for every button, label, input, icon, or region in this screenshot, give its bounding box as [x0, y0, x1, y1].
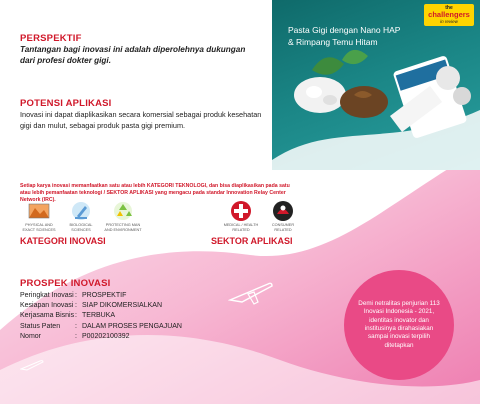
- challengers-logo: [424, 4, 474, 26]
- disclaimer-text: Setiap karya inovasi memanfaatkan satu atau lebih KATEGORI TEKNOLOGI, dan bisa diaplikasikan pada satu atau lebih pemanfaatan teknologi / SEKTOR APLIKASI yang mengacu pada standar Innovation Relay Center Network (IRC).: [20, 183, 290, 203]
- kategori-icon-item: [20, 200, 58, 232]
- prospek-key: Status Paten: [20, 322, 61, 330]
- prospek-separator: :: [75, 322, 77, 330]
- sektor-icon-item: [264, 200, 302, 232]
- prospek-value: PROSPEKTIF: [82, 292, 127, 299]
- product-title: [288, 24, 400, 48]
- product-image: [272, 0, 480, 170]
- prospek-value: P00202100392: [82, 332, 130, 340]
- sektor-icon-item: [222, 200, 260, 232]
- prospek-value: DALAM PROSES PENGAJUAN: [82, 322, 182, 330]
- sektor-title: SEKTOR APLIKASI: [211, 236, 293, 246]
- prospek-value: SIAP DIKOMERSIALKAN: [82, 302, 163, 310]
- product-title-line1: Pasta Gigi dengan Nano HAP: [288, 25, 401, 35]
- confidentiality-note: [344, 270, 454, 380]
- prospek-separator: :: [75, 302, 77, 310]
- recycle-icon: [110, 200, 136, 222]
- kategori-label: PHYSICAL AND EXACT SCIENCES: [22, 223, 56, 232]
- prospek-separator: :: [75, 332, 77, 340]
- sektor-icons: [222, 200, 302, 232]
- kategori-label: BIOLOGICAL SCIENCES: [69, 223, 93, 232]
- perspektif-text: Tantangan bagi inovasi ini adalah diperolehnya dukungan dari profesi dokter gigi.: [20, 45, 246, 65]
- prospek-key: Nomor: [20, 332, 42, 340]
- potensi-text: Inovasi ini dapat diaplikasikan secara komersial sebagai produk kesehatan gigi dan mulut, sebagai produk pasta gigi premium.: [20, 110, 262, 130]
- kategori-label: PROTECTING MAN AND ENVIRONMENT: [104, 223, 142, 232]
- prospek-separator: :: [75, 292, 77, 299]
- prospek-row: [20, 322, 182, 332]
- prospek-separator: :: [75, 312, 77, 320]
- prospek-row: [20, 311, 182, 321]
- logo-sub-text: in review: [440, 19, 458, 24]
- logo-main-text: challengers: [428, 10, 470, 19]
- prospek-key: Peringkat Inovasi: [20, 292, 74, 299]
- product-title-line2: & Rimpang Temu Hitam: [288, 37, 378, 47]
- prospek-key: Kerjasama Bisnis: [20, 312, 75, 320]
- kategori-icon-item: [62, 200, 100, 232]
- logo-top-text: the: [445, 5, 453, 11]
- consumer-icon: [270, 200, 296, 222]
- confidentiality-note-text: Demi netralitas penjurian 113 Inovasi Indonesia - 2021, identitas inovator dan institusinya dirahasiakan sampai inovasi terpilih ditetapkan: [358, 300, 440, 349]
- sektor-label: CONSUMER RELATED: [271, 223, 295, 232]
- prospek-row: [20, 301, 182, 311]
- medical-cross-icon: [228, 200, 254, 222]
- perspektif-title: PERSPEKTIF: [20, 33, 82, 44]
- kategori-icon-item: [104, 200, 142, 232]
- physics-icon: [26, 200, 52, 222]
- airplane-icon: [228, 280, 274, 306]
- prospek-key: Kesiapan Inovasi: [20, 302, 74, 310]
- prospek-title: PROSPEK INOVASI: [20, 278, 111, 289]
- kategori-title: KATEGORI INOVASI: [20, 236, 106, 246]
- prospek-table: [20, 291, 182, 342]
- prospek-value: TERBUKA: [82, 312, 116, 320]
- potensi-title: POTENSI APLIKASI: [20, 98, 112, 109]
- prospek-row: [20, 332, 182, 342]
- prospek-row: [20, 291, 182, 301]
- airplane-small-icon: [20, 358, 44, 372]
- sektor-label: MEDICAL / HEALTH RELATED: [223, 223, 259, 232]
- kategori-icons: [20, 200, 142, 232]
- microscope-icon: [68, 200, 94, 222]
